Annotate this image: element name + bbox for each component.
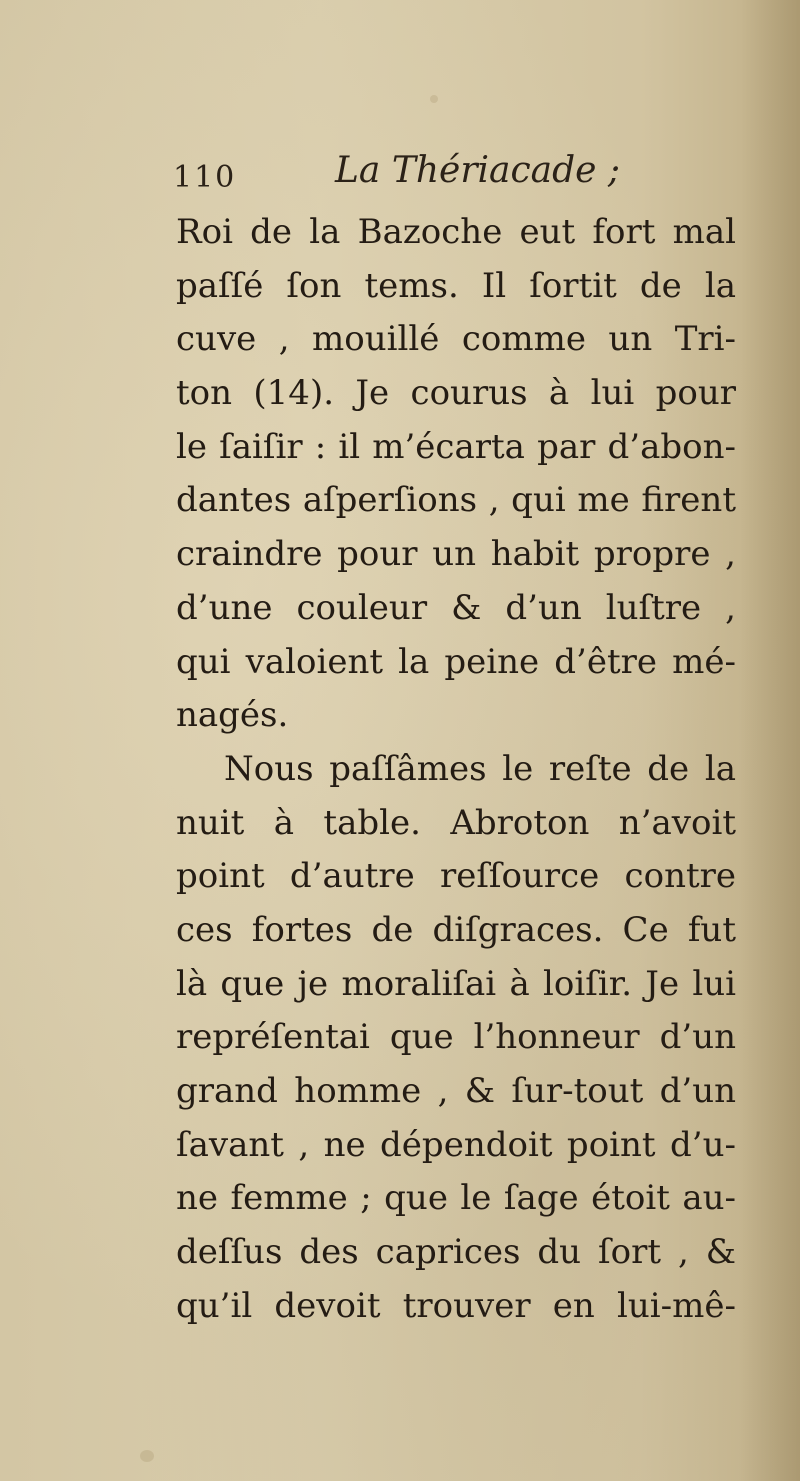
text-line: d’une couleur & d’un luſtre ,: [176, 587, 736, 628]
text-line: nagés.: [176, 695, 289, 736]
running-title: La Thériacade ;: [335, 150, 621, 191]
text-line: nuit à table. Abroton n’avoit: [176, 802, 736, 843]
body-text: [176, 206, 736, 1333]
text-line: qui valoient la peine d’être mé-: [176, 641, 736, 682]
text-line: paſſé ſon tems. Il ſortit de la: [176, 265, 736, 306]
text-line: ne femme ; que le ſage étoit au-: [176, 1178, 736, 1219]
paper-stain: [140, 1450, 154, 1462]
text-line: point d’autre reſſource contre: [176, 856, 736, 897]
text-line: qu’il devoit trouver en lui-mê-: [176, 1285, 736, 1326]
paragraph-first-line: Nous paſſâmes le reſte de la: [224, 748, 736, 789]
text-line: ton (14). Je courus à lui pour: [176, 373, 736, 414]
text-line: deſſus des caprices du ſort , &: [176, 1232, 736, 1273]
text-line: le ſaiſir : il m’écarta par d’abon-: [176, 426, 736, 467]
text-line: ſavant , ne dépendoit point d’u-: [176, 1124, 736, 1165]
text-line: grand homme , & ſur-tout d’un: [176, 1071, 736, 1111]
text-line: cuve , mouillé comme un Tri-: [176, 319, 736, 360]
text-line: craindre pour un habit propre ,: [176, 534, 736, 575]
text-line: Roi de la Bazoche eut fort mal: [176, 212, 736, 252]
text-line: ces fortes de diſgraces. Ce fut: [176, 909, 736, 950]
text-line: là que je moraliſai à loiſir. Je lui: [176, 963, 736, 1004]
page-number: 110: [173, 160, 237, 195]
paper-stain: [430, 95, 438, 103]
text-line: repréſentai que l’honneur d’un: [176, 1017, 736, 1058]
text-line: dantes aſperſions , qui me firent: [176, 480, 736, 521]
page-edge-shadow: [740, 0, 800, 1481]
